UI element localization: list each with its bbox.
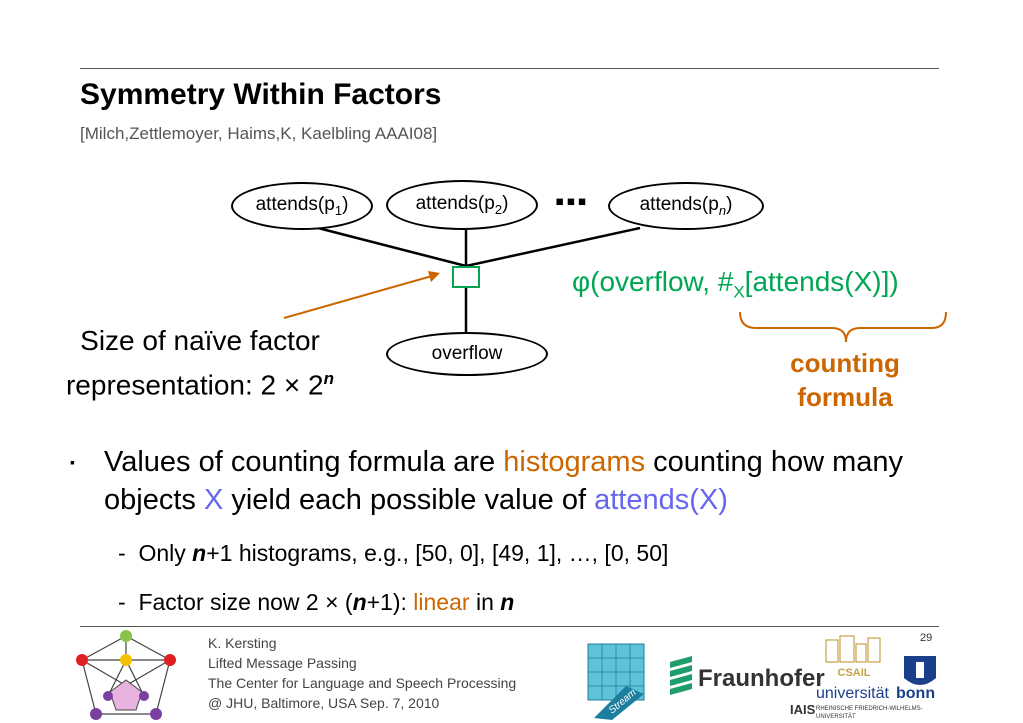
footer-venue: The Center for Language and Speech Processing <box>208 675 517 691</box>
edge-p1 <box>318 228 466 266</box>
counting-label-line1: counting <box>790 348 900 378</box>
overflow-label: overflow <box>431 343 503 364</box>
stream-logo <box>586 640 668 720</box>
node-p2-label: $attends(p_2)$ <box>415 193 509 217</box>
network-logo <box>62 630 192 722</box>
bullet-text: Values of counting formula are histograms counting how many objects X yield each possible value of attends(X) <box>104 446 904 516</box>
counting-formula-label <box>760 346 930 414</box>
fraunhofer-logo <box>670 652 825 722</box>
svg-text:Stream: Stream <box>606 687 639 717</box>
nodes-ellipsis: ▪▪▪ <box>555 186 589 216</box>
footer-author: K. Kersting <box>208 635 277 651</box>
slide-title: Symmetry Within Factors <box>80 78 442 111</box>
footer-rule <box>80 626 939 627</box>
footer-talk: Lifted Message Passing <box>208 655 357 671</box>
subbullet-histograms: - Only n+1 histograms, e.g., [50, 0], [49, 1], …, [0, 50] <box>118 540 669 566</box>
bullet-marker: ▪ <box>70 454 75 470</box>
node-attends-pn <box>608 182 764 230</box>
svg-text:UNIVERSITÄT: UNIVERSITÄT <box>816 714 856 720</box>
node-attends-p2 <box>386 180 538 230</box>
citation: [Milch,Zettlemoyer, Haims,K, Kaelbling AAAI08] <box>80 124 438 143</box>
svg-text:IAIS: IAIS <box>790 702 816 717</box>
factor-node <box>452 266 480 288</box>
uni-bonn-logo <box>816 680 976 720</box>
node-pn-label: $attends(p_n)$ <box>639 194 733 218</box>
counting-label-line2: formula <box>797 382 893 412</box>
node-overflow <box>386 332 548 376</box>
svg-text:RHEINISCHE FRIEDRICH-WILHELMS-: RHEINISCHE FRIEDRICH-WILHELMS- <box>816 706 923 712</box>
footer-place: @ JHU, Baltimore, USA Sep. 7, 2010 <box>208 695 440 711</box>
svg-text:CSAIL: CSAIL <box>837 667 871 679</box>
svg-text:bonn: bonn <box>896 685 936 702</box>
csail-logo <box>820 632 890 682</box>
naive-factor-size <box>30 322 370 404</box>
node-p1-label: $attends(p_1)$ <box>255 194 349 218</box>
svg-text:universität: universität <box>816 685 889 702</box>
footer-credits <box>208 633 516 713</box>
naive-line1: Size of naïve factor <box>80 325 320 356</box>
edge-pn <box>466 228 640 266</box>
page-number: 29 <box>920 632 933 644</box>
node-attends-p1 <box>231 182 373 230</box>
naive-line2: representation: $2 \times 2^n$ <box>65 369 334 401</box>
counting-brace <box>740 312 946 342</box>
naive-arrow <box>284 276 432 318</box>
svg-text:Fraunhofer: Fraunhofer <box>698 665 825 692</box>
naive-arrow-head <box>428 271 440 282</box>
subbullet-factor-size: - Factor size now 2 × (n+1): linear in n <box>118 589 515 615</box>
phi-formula: φ(overflow, $\#_X[attends(X)]$) <box>572 266 899 302</box>
